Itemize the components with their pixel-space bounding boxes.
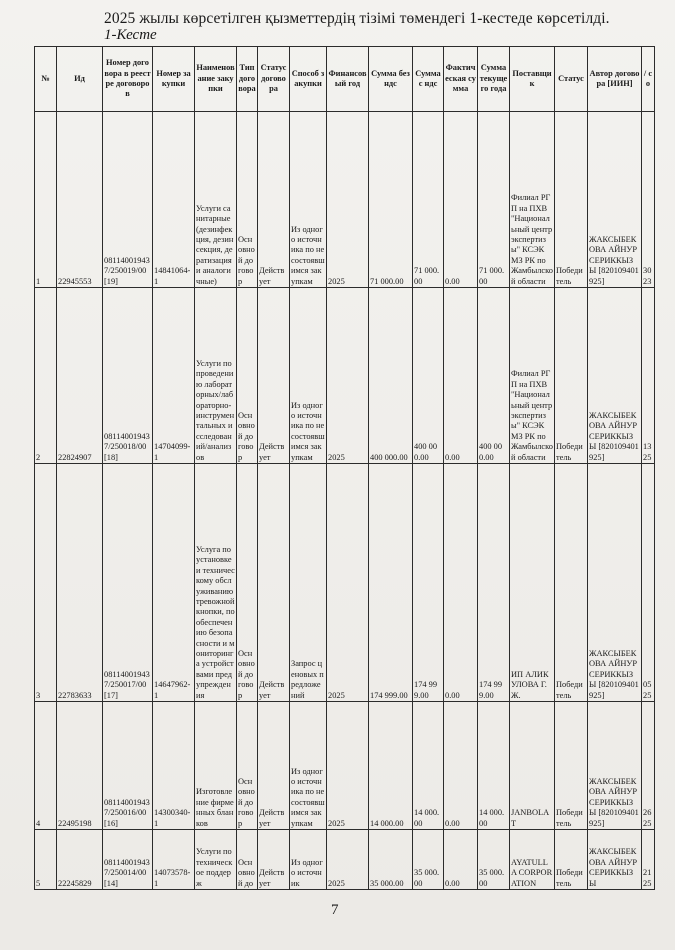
cell-method: Запрос ценовых предложений <box>290 464 327 702</box>
cell-fact-sum: 0.00 <box>444 830 478 890</box>
cell-current-year: 14 000.00 <box>478 702 510 830</box>
cell-current-year: 174 999.00 <box>478 464 510 702</box>
table-row <box>35 830 655 890</box>
cell-method: Из одного источник <box>290 830 327 890</box>
cell-type: Основной до <box>237 830 258 890</box>
col-supplier-header: Поставщик <box>510 47 555 112</box>
cell-contract-no: 081140019437/250016/00 [16] <box>103 702 153 830</box>
cell-year: 2025 <box>327 830 369 890</box>
col-contract-no-header: Номер договора в реестре договоров <box>103 47 153 112</box>
cell-extra: 3023 <box>642 112 655 288</box>
cell-purchase-no: 14841064-1 <box>153 112 195 288</box>
cell-contract-no: 081140019437/250018/00 [18] <box>103 288 153 464</box>
table-row <box>35 112 655 288</box>
cell-contract-no: 081140019437/250014/00 [14] <box>103 830 153 890</box>
cell-name: Изготовление фирменных бланков <box>195 702 237 830</box>
col-year-header: Финансовый год <box>327 47 369 112</box>
cell-status: Действует <box>258 288 290 464</box>
cell-sum-no-vat: 35 000.00 <box>369 830 413 890</box>
cell-supplier: JANBOLAT <box>510 702 555 830</box>
cell-current-year: 71 000.00 <box>478 112 510 288</box>
cell-year: 2025 <box>327 702 369 830</box>
cell-sum-vat: 71 000.00 <box>413 112 444 288</box>
col-supplier-status-header: Статус <box>555 47 588 112</box>
cell-num: 5 <box>35 830 57 890</box>
cell-name: Услуги по проведению лабораторных/лабораторно-инструментальных исследований/анализов <box>195 288 237 464</box>
cell-num: 4 <box>35 702 57 830</box>
cell-sum-no-vat: 14 000.00 <box>369 702 413 830</box>
cell-num: 1 <box>35 112 57 288</box>
col-id-header: Ид <box>57 47 103 112</box>
cell-author: ЖАКСЫБЕКОВА АЙНУР СЕРИККЫЗЫ [820109401925] <box>588 112 642 288</box>
cell-id: 22945553 <box>57 112 103 288</box>
cell-purchase-no: 14073578-1 <box>153 830 195 890</box>
cell-purchase-no: 14300340-1 <box>153 702 195 830</box>
cell-sum-vat: 14 000.00 <box>413 702 444 830</box>
page-number: 7 <box>331 902 339 918</box>
cell-name: Услуга по установке и техническому обслуживанию тревожной кнопки, по обеспечению безопасности и мониторинга устройствами предупреждения <box>195 464 237 702</box>
cell-supplier: ИП АЛИКУЛОВА Г.Ж. <box>510 464 555 702</box>
cell-year: 2025 <box>327 112 369 288</box>
cell-id: 22495198 <box>57 702 103 830</box>
cell-type: Основной договор <box>237 464 258 702</box>
cell-author: ЖАКСЫБЕКОВА АЙНУР СЕРИККЫЗЫ [820109401925] <box>588 464 642 702</box>
cell-method: Из одного источника по несостоявшимся закупкам <box>290 702 327 830</box>
cell-sum-vat: 174 999.00 <box>413 464 444 702</box>
cell-purchase-no: 14647962-1 <box>153 464 195 702</box>
cell-sum-vat: 400 000.00 <box>413 288 444 464</box>
cell-current-year: 400 000.00 <box>478 288 510 464</box>
cell-sum-vat: 35 000.00 <box>413 830 444 890</box>
table-row <box>35 702 655 830</box>
col-fact-sum-header: Фактическая сумма <box>444 47 478 112</box>
contracts-table <box>34 46 655 890</box>
col-purchase-no-header: Номер закупки <box>153 47 195 112</box>
col-type-header: Тип договора <box>237 47 258 112</box>
cell-name: Услуги санитарные (дезинфекция, дезинсекция, дератизация и аналогичные) <box>195 112 237 288</box>
cell-type: Основной договор <box>237 112 258 288</box>
table-caption: 1-Кесте <box>104 27 157 43</box>
table-header-row <box>35 47 655 112</box>
cell-id: 22783633 <box>57 464 103 702</box>
cell-status: Действует <box>258 464 290 702</box>
table-row <box>35 464 655 702</box>
col-name-header: Наименование закупки <box>195 47 237 112</box>
cell-contract-no: 081140019437/250017/00 [17] <box>103 464 153 702</box>
cell-status: Действует <box>258 702 290 830</box>
cell-year: 2025 <box>327 464 369 702</box>
cell-supplier: Филиал РГП на ПХВ "Национальный центр экспертизы" КСЭК МЗ РК по Жамбылской области <box>510 288 555 464</box>
cell-type: Основной договор <box>237 702 258 830</box>
cell-status: Действует <box>258 112 290 288</box>
cell-extra: 2125 <box>642 830 655 890</box>
cell-purchase-no: 14704099-1 <box>153 288 195 464</box>
cell-fact-sum: 0.00 <box>444 112 478 288</box>
cell-sum-no-vat: 400 000.00 <box>369 288 413 464</box>
cell-fact-sum: 0.00 <box>444 288 478 464</box>
cell-contract-no: 081140019437/250019/00 [19] <box>103 112 153 288</box>
col-current-year-header: Сумма текущего года <box>478 47 510 112</box>
cell-author: ЖАКСЫБЕКОВА АЙНУР СЕРИККЫЗЫ [820109401925] <box>588 288 642 464</box>
col-author-header: Автор договора [ИИН] <box>588 47 642 112</box>
cell-extra: 1325 <box>642 288 655 464</box>
cell-supplier-status: Победитель <box>555 288 588 464</box>
col-num-header: № <box>35 47 57 112</box>
cell-method: Из одного источника по несостоявшимся закупкам <box>290 288 327 464</box>
cell-num: 2 <box>35 288 57 464</box>
cell-id: 22245829 <box>57 830 103 890</box>
cell-current-year: 35 000.00 <box>478 830 510 890</box>
cell-fact-sum: 0.00 <box>444 702 478 830</box>
col-extra-header: / со <box>642 47 655 112</box>
table-row <box>35 288 655 464</box>
cell-name: Услуги по техническое поддерж <box>195 830 237 890</box>
cell-year: 2025 <box>327 288 369 464</box>
cell-supplier-status: Победитель <box>555 112 588 288</box>
cell-status: Действует <box>258 830 290 890</box>
col-sum-vat-header: Сумма с ндс <box>413 47 444 112</box>
cell-supplier-status: Победитель <box>555 702 588 830</box>
cell-extra: 0525 <box>642 464 655 702</box>
cell-num: 3 <box>35 464 57 702</box>
col-method-header: Способ закупки <box>290 47 327 112</box>
cell-author: ЖАКСЫБЕКОВА АЙНУР СЕРИККЫЗЫ <box>588 830 642 890</box>
cell-supplier-status: Победитель <box>555 464 588 702</box>
cell-extra: 2625 <box>642 702 655 830</box>
cell-supplier: AYATULLA CORPORATION <box>510 830 555 890</box>
cell-id: 22824907 <box>57 288 103 464</box>
cell-sum-no-vat: 71 000.00 <box>369 112 413 288</box>
col-status-header: Статус договора <box>258 47 290 112</box>
cell-type: Основной договор <box>237 288 258 464</box>
cell-author: ЖАКСЫБЕКОВА АЙНУР СЕРИККЫЗЫ [820109401925] <box>588 702 642 830</box>
cell-method: Из одного источника по несостоявшимся закупкам <box>290 112 327 288</box>
cell-supplier: Филиал РГП на ПХВ "Национальный центр экспертизы" КСЭК МЗ РК по Жамбылской области <box>510 112 555 288</box>
cell-sum-no-vat: 174 999.00 <box>369 464 413 702</box>
cell-supplier-status: Победитель <box>555 830 588 890</box>
page-heading: 2025 жылы көрсетілген қызметтердің тізімі төмендегі 1-кестеде көрсетілді. <box>104 10 610 27</box>
col-sum-no-vat-header: Сумма без ндс <box>369 47 413 112</box>
cell-fact-sum: 0.00 <box>444 464 478 702</box>
